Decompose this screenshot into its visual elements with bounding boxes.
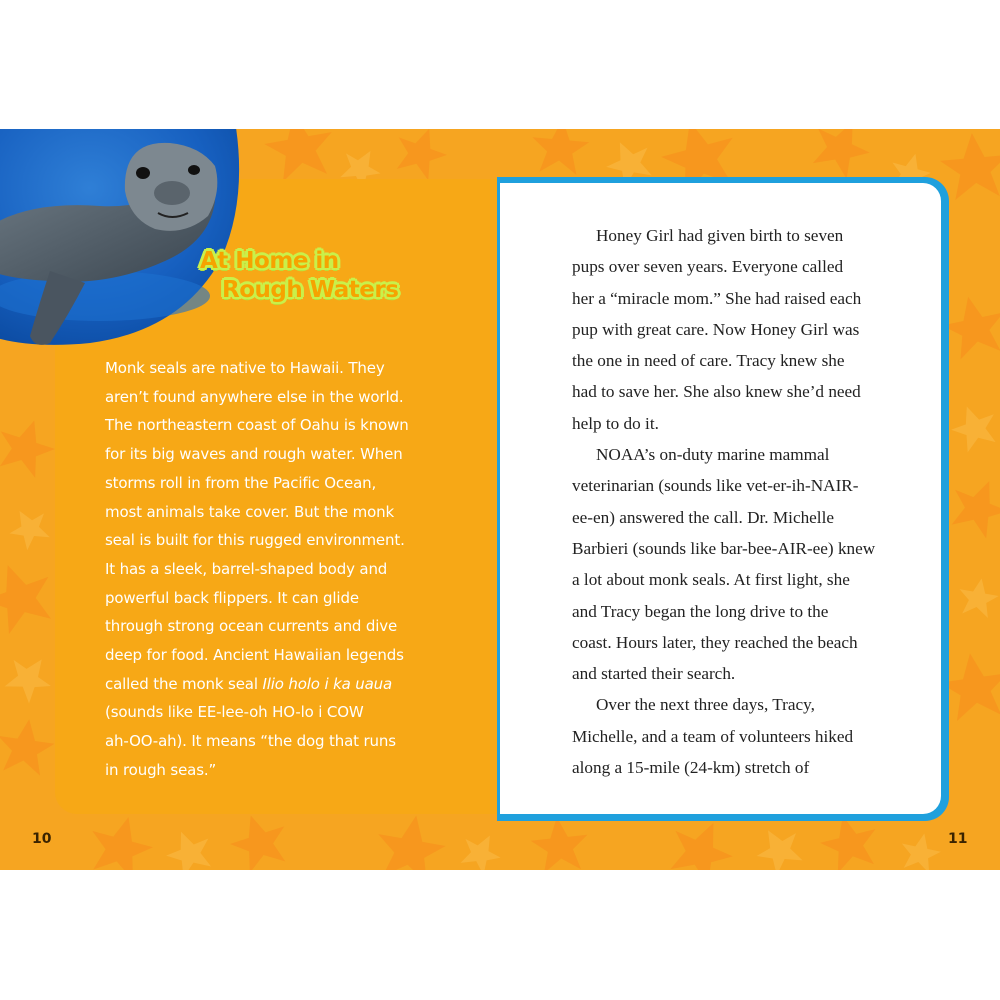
story-line: pup with great care. Now Honey Girl was bbox=[572, 319, 860, 339]
story-line: and started their search. bbox=[572, 664, 736, 684]
page-number-right: 11 bbox=[948, 831, 968, 847]
sidebar-title-line: At Home in bbox=[200, 248, 339, 274]
sidebar-line: through strong ocean currents and dive bbox=[105, 617, 398, 636]
sidebar-line: powerful back flippers. It can glide bbox=[105, 588, 359, 607]
sidebar-line-text: called the monk seal bbox=[105, 674, 263, 693]
sidebar-line: ah-OO-ah). It means “the dog that runs bbox=[105, 732, 396, 751]
sidebar-line: (sounds like EE-lee-oh HO-lo i COW bbox=[105, 703, 364, 722]
sidebar-line: aren’t found anywhere else in the world. bbox=[105, 387, 404, 406]
story-line: her a “miracle mom.” She had raised each bbox=[572, 288, 862, 308]
monk-seal-photo bbox=[0, 129, 248, 349]
story-line: the one in need of care. Tracy knew she bbox=[572, 351, 845, 371]
story-line: Over the next three days, Tracy, bbox=[596, 695, 815, 715]
sidebar-line: seal is built for this rugged environment. bbox=[105, 531, 405, 550]
story-line: Barbieri (sounds like bar-bee-AIR-ee) knew bbox=[572, 538, 876, 558]
sidebar-line bbox=[105, 670, 440, 699]
sidebar-line: most animals take cover. But the monk bbox=[105, 502, 395, 521]
sidebar-title bbox=[200, 247, 460, 305]
story-line: veterinarian (sounds like vet-er-ih-NAIR- bbox=[572, 476, 859, 496]
sidebar-line: The northeastern coast of Oahu is known bbox=[105, 416, 409, 435]
sidebar-line: deep for food. Ancient Hawaiian legends bbox=[105, 646, 404, 665]
sidebar-line: Monk seals are native to Hawaii. They bbox=[105, 359, 385, 377]
story-line: NOAA’s on-duty marine mammal bbox=[596, 445, 830, 465]
page-number-left: 10 bbox=[32, 831, 52, 847]
story-line: Honey Girl had given birth to seven bbox=[596, 226, 844, 245]
story-line: Michelle, and a team of volunteers hiked bbox=[572, 726, 854, 746]
story-line: coast. Hours later, they reached the beach bbox=[572, 632, 858, 652]
sidebar-title-line: Rough Waters bbox=[222, 277, 399, 303]
story-line: and Tracy began the long drive to the bbox=[572, 601, 829, 621]
story-line: ee-en) answered the call. Dr. Michelle bbox=[572, 507, 834, 527]
story-line: pups over seven years. Everyone called bbox=[572, 257, 844, 277]
story-line: help to do it. bbox=[572, 413, 659, 433]
story-line: a lot about monk seals. At first light, she bbox=[572, 570, 850, 590]
sidebar-line: It has a sleek, barrel-shaped body and bbox=[105, 559, 388, 578]
hawaiian-name: Ilio holo i ka uaua bbox=[262, 674, 393, 693]
sidebar-body-text bbox=[105, 354, 440, 785]
story-line: along a 15-mile (24-km) stretch of bbox=[572, 758, 810, 778]
story-line: had to save her. She also knew she’d need bbox=[572, 382, 861, 402]
sidebar-line: for its big waves and rough water. When bbox=[105, 445, 403, 464]
book-spread bbox=[0, 129, 1000, 870]
sidebar-line: storms roll in from the Pacific Ocean, bbox=[105, 473, 377, 492]
sidebar-line: in rough seas.” bbox=[105, 760, 217, 779]
story-text bbox=[572, 220, 912, 783]
